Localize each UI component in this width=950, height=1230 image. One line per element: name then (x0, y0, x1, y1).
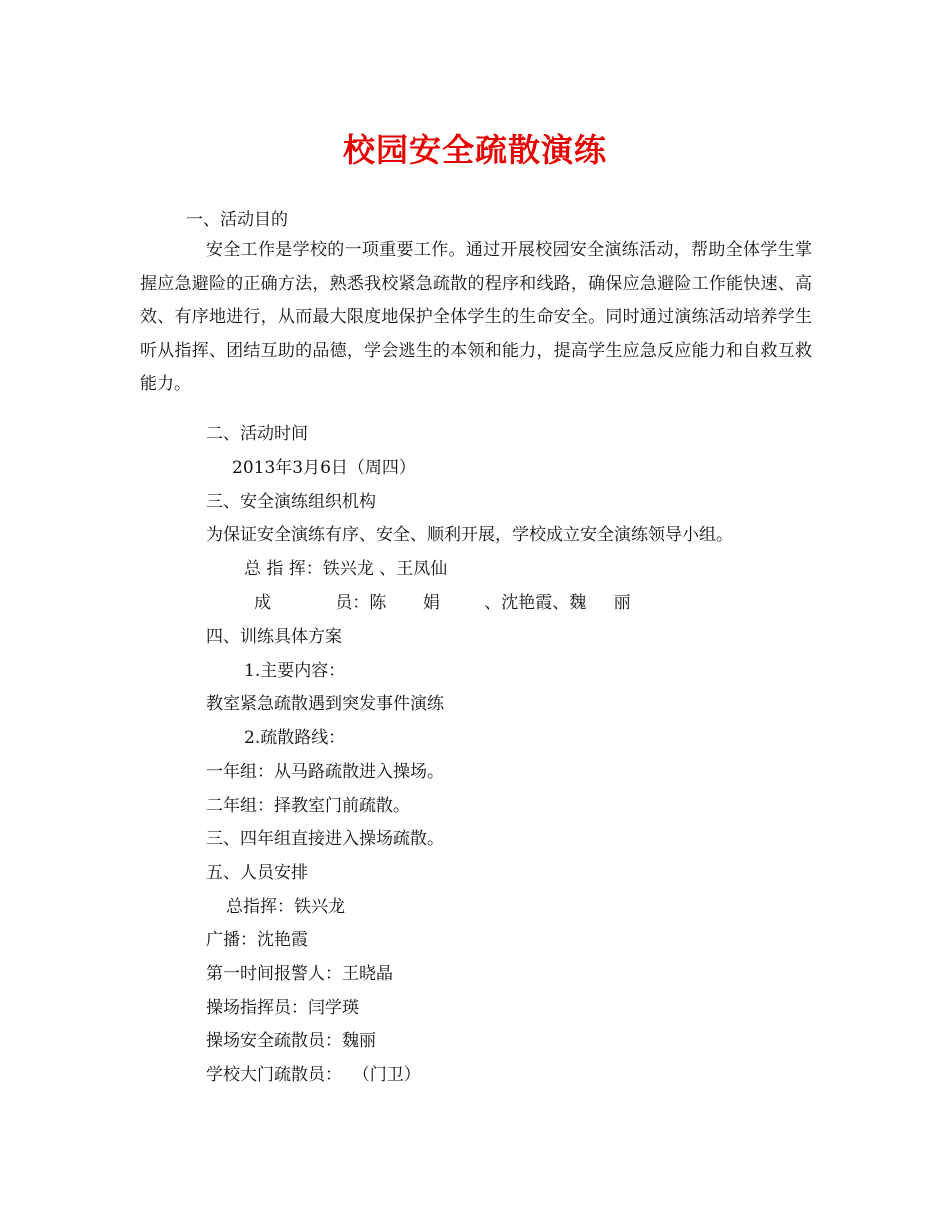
section-1-body: 安全工作是学校的一项重要工作。通过开展校园安全演练活动，帮助全体学生掌握应急避险的正确方法，熟悉我校紧急疏散的程序和线路，确保应急避险工作能快速、高效、有序地进行，从而最大限度地保护全体学生的生命安全。同时通过演练活动培养学生听从指挥、团结互助的品德，学会逃生的本领和能力，提高学生应急反应能力和自救互救能力。 (140, 240, 812, 394)
members-name-b: 、沈艳霞、魏 (484, 593, 587, 613)
section-5-commander: 总指挥：铁兴龙 (226, 897, 345, 917)
section-4-route-3: 三、四年组直接进入操场疏散。 (206, 829, 444, 849)
section-5-broadcast: 广播：沈艳霞 (206, 930, 308, 950)
section-4-item-2: 2.疏散路线： (244, 728, 346, 748)
members-name-a: 娟 (422, 593, 440, 613)
section-3-members (254, 591, 631, 615)
section-4-heading: 四、训练具体方案 (206, 627, 342, 647)
section-5-heading: 五、人员安排 (206, 863, 308, 883)
section-5-alarm: 第一时间报警人：王晓晶 (206, 964, 393, 984)
members-label-b: 员：陈 (335, 593, 387, 613)
section-4-item-1-body: 教室紧急疏散遇到突发事件演练 (206, 694, 444, 714)
section-3-heading: 三、安全演练组织机构 (206, 492, 376, 512)
section-4-item-1: 1.主要内容： (244, 661, 346, 681)
members-name-c: 丽 (613, 593, 631, 613)
section-3-commander: 总 指 挥：铁兴龙 、王凤仙 (244, 559, 448, 579)
section-3-body: 为保证安全演练有序、安全、顺利开展，学校成立安全演练领导小组。 (206, 525, 733, 545)
section-2-heading: 二、活动时间 (206, 424, 308, 444)
section-5-field-safety: 操场安全疏散员：魏丽 (206, 1031, 376, 1051)
section-5-gate: 学校大门疏散员： （门卫） (206, 1065, 421, 1085)
section-4-route-1: 一年组：从马路疏散进入操场。 (206, 762, 444, 782)
section-2-date: 2013年3月6日（周四） (232, 458, 416, 478)
section-4-route-2: 二年组：择教室门前疏散。 (206, 796, 410, 816)
document-title: 校园安全疏散演练 (342, 131, 607, 169)
section-1-heading: 一、活动目的 (186, 210, 288, 230)
section-5-field-commander: 操场指挥员：闫学瑛 (206, 998, 359, 1018)
members-label-a: 成 (254, 593, 271, 613)
